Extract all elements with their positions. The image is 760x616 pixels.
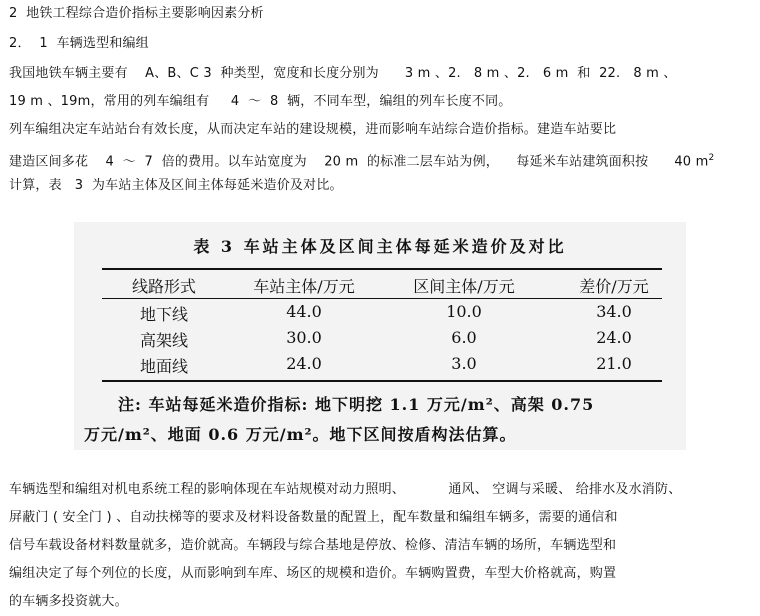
para2-line-1: 车辆选型和编组对机电系统工程的影响体现在车站规模对动力照明、 通风、 空调与采暖、 给排水及水消防、 <box>9 482 682 497</box>
row-1-section: 10.0 <box>446 302 482 321</box>
header-route-type: 线路形式 <box>131 277 196 296</box>
header-price-diff: 差价/万元 <box>579 277 649 296</box>
para1-line-3: 列车编组决定车站站台有效长度，从而决定车站的建设规模，进而影响车站综合造价指标。建造车站要比 <box>9 122 617 137</box>
row-2-section: 6.0 <box>451 328 477 347</box>
para2-line-4: 编组决定了每个列位的长度，从而影响到车库、场区的规模和造价。车辆购置费，车型大价格就高，购置 <box>9 566 617 581</box>
row-2-diff: 24.0 <box>596 328 632 347</box>
header-section-body: 区间主体/万元 <box>413 277 515 296</box>
row-3-station: 24.0 <box>286 354 322 373</box>
row-3-route: 地面线 <box>139 357 188 376</box>
para1-line-1: 我国地铁车辆主要有 A、B、C 3 种类型，宽度和长度分别为 3 m 、2. 8 m 、2. 6 m 和 22. 8 m 、 <box>9 66 677 81</box>
row-1-route: 地下线 <box>139 305 188 324</box>
para2-line-5: 的车辆多投资就大。 <box>9 594 128 609</box>
superscript-two: 2 <box>708 153 715 163</box>
para1-line-2: 19 m 、19m，常用的列车编组有 4 ～ 8 辆，不同车型，编组的列车长度不同。 <box>9 94 512 109</box>
table-bottom-rule <box>102 380 662 382</box>
section-heading: 2 地铁工程综合造价指标主要影响因素分析 <box>9 6 264 21</box>
table-note-line-2: 万元/m²、地面 0.6 万元/m²。地下区间按盾构法估算。 <box>84 425 517 444</box>
row-3-section: 3.0 <box>451 354 477 373</box>
para1-line-4-wrap <box>9 149 714 171</box>
row-2-route: 高架线 <box>139 331 188 350</box>
row-1-diff: 34.0 <box>596 302 632 321</box>
para1-line-4: 建造区间多花 4 ～ 7 倍的费用。以车站宽度为 20 m 的标准二层车站为例， 每延米车站建筑面积按 40 m <box>9 154 709 170</box>
header-station-body: 车站主体/万元 <box>253 277 355 296</box>
para2-line-2: 屏蔽门 ( 安全门 ) 、自动扶梯等的要求及材料设备数量的配置上，配车数量和编组车辆多，需要的通信和 <box>9 510 618 525</box>
row-3-diff: 21.0 <box>596 354 632 373</box>
row-1-station: 44.0 <box>286 302 322 321</box>
table-header-rule <box>102 298 662 299</box>
table-caption: 表 3 车站主体及区间主体每延米造价及对比 <box>193 237 567 256</box>
para2-line-3: 信号车载设备材料数量就多，造价就高。车辆段与综合基地是停放、检修、清洁车辆的场所，车辆选型和 <box>9 538 617 553</box>
sub-heading: 2． 1 车辆选型和编组 <box>9 36 149 51</box>
para1-line-5: 计算，表 3 为车站主体及区间主体每延米造价及对比。 <box>9 178 343 193</box>
table-note-line-1: 注: 车站每延米造价指标: 地下明挖 1.1 万元/m²、高架 0.75 <box>118 395 595 414</box>
row-2-station: 30.0 <box>286 328 322 347</box>
table-top-rule <box>102 268 662 270</box>
table-figure <box>74 222 686 450</box>
